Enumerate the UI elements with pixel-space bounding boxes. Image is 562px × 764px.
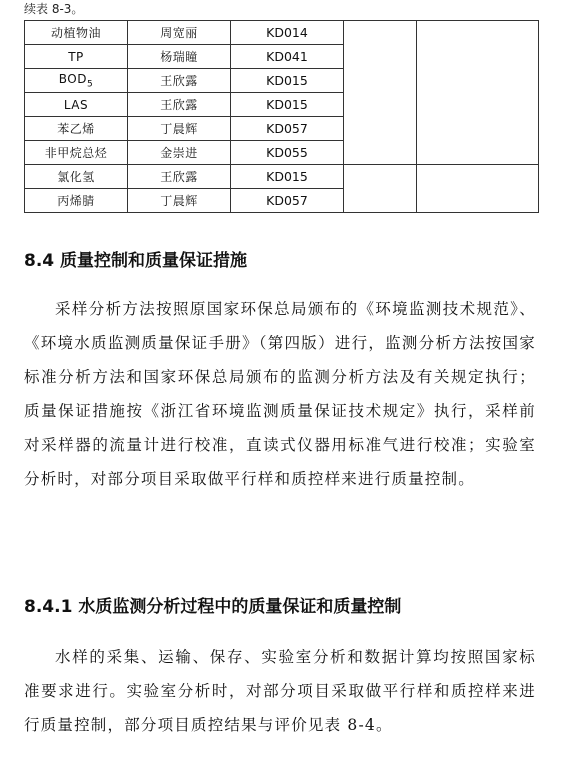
blank-cell-d — [417, 165, 539, 213]
analyst-cell: 王欣露 — [128, 69, 231, 93]
section-heading-8-4-1: 8.4.1 水质监测分析过程中的质量保证和质量控制 — [24, 597, 402, 617]
section-heading-8-4: 8.4 质量控制和质量保证措施 — [24, 251, 248, 271]
blank-cell-b — [417, 21, 539, 165]
cert-number-cell: KD041 — [231, 45, 344, 69]
cert-number-cell: KD015 — [231, 69, 344, 93]
cert-number-cell: KD014 — [231, 21, 344, 45]
item-cell: 苯乙烯 — [25, 117, 128, 141]
table-row — [25, 21, 539, 45]
cert-number-cell: KD055 — [231, 141, 344, 165]
cert-number-cell: KD015 — [231, 93, 344, 117]
analyst-cell: 王欣露 — [128, 93, 231, 117]
analyst-cell: 杨瑞瞳 — [128, 45, 231, 69]
analyst-table — [24, 20, 539, 213]
analyst-cell: 王欣露 — [128, 165, 231, 189]
analyst-cell: 金崇进 — [128, 141, 231, 165]
item-cell: 动植物油 — [25, 21, 128, 45]
item-cell: 非甲烷总烃 — [25, 141, 128, 165]
cert-number-cell: KD057 — [231, 189, 344, 213]
analyst-cell: 丁晨辉 — [128, 189, 231, 213]
cert-number-cell: KD015 — [231, 165, 344, 189]
analyst-cell: 周宽丽 — [128, 21, 231, 45]
item-cell: $BOD_5$ — [25, 69, 128, 93]
item-cell: LAS — [25, 93, 128, 117]
item-cell: 氯化氢 — [25, 165, 128, 189]
analyst-cell: 丁晨辉 — [128, 117, 231, 141]
section-8-4-paragraph: 采样分析方法按照原国家环保总局颁布的《环境监测技术规范》、《环境水质监测质量保证手册》（第四版）进行，监测分析方法按国家标准分析方法和国家环保总局颁布的监测分析方法及有关规定执行；质量保证措施按《浙江省环境监测质量保证技术规定》执行，采样前对采样器的流量计进行校准，直读式仪器用标准气进行校准；实验室分析时，对部分项目采取做平行样和质控样来进行质量控制。 — [24, 300, 536, 488]
cert-number-cell: KD057 — [231, 117, 344, 141]
item-cell: TP — [25, 45, 128, 69]
blank-cell-c — [344, 165, 417, 213]
section-8-4-1-paragraph: 水样的采集、运输、保存、实验室分析和数据计算均按照国家标准要求进行。实验室分析时，对部分项目采取做平行样和质控样来进行质量控制，部分项目质控结果与评价见表 8-4。 — [24, 648, 536, 734]
table-continuation-label: 续表 8-3。 — [24, 2, 84, 16]
item-cell: 丙烯腈 — [25, 189, 128, 213]
blank-cell-a — [344, 21, 417, 165]
table-row — [25, 165, 539, 189]
